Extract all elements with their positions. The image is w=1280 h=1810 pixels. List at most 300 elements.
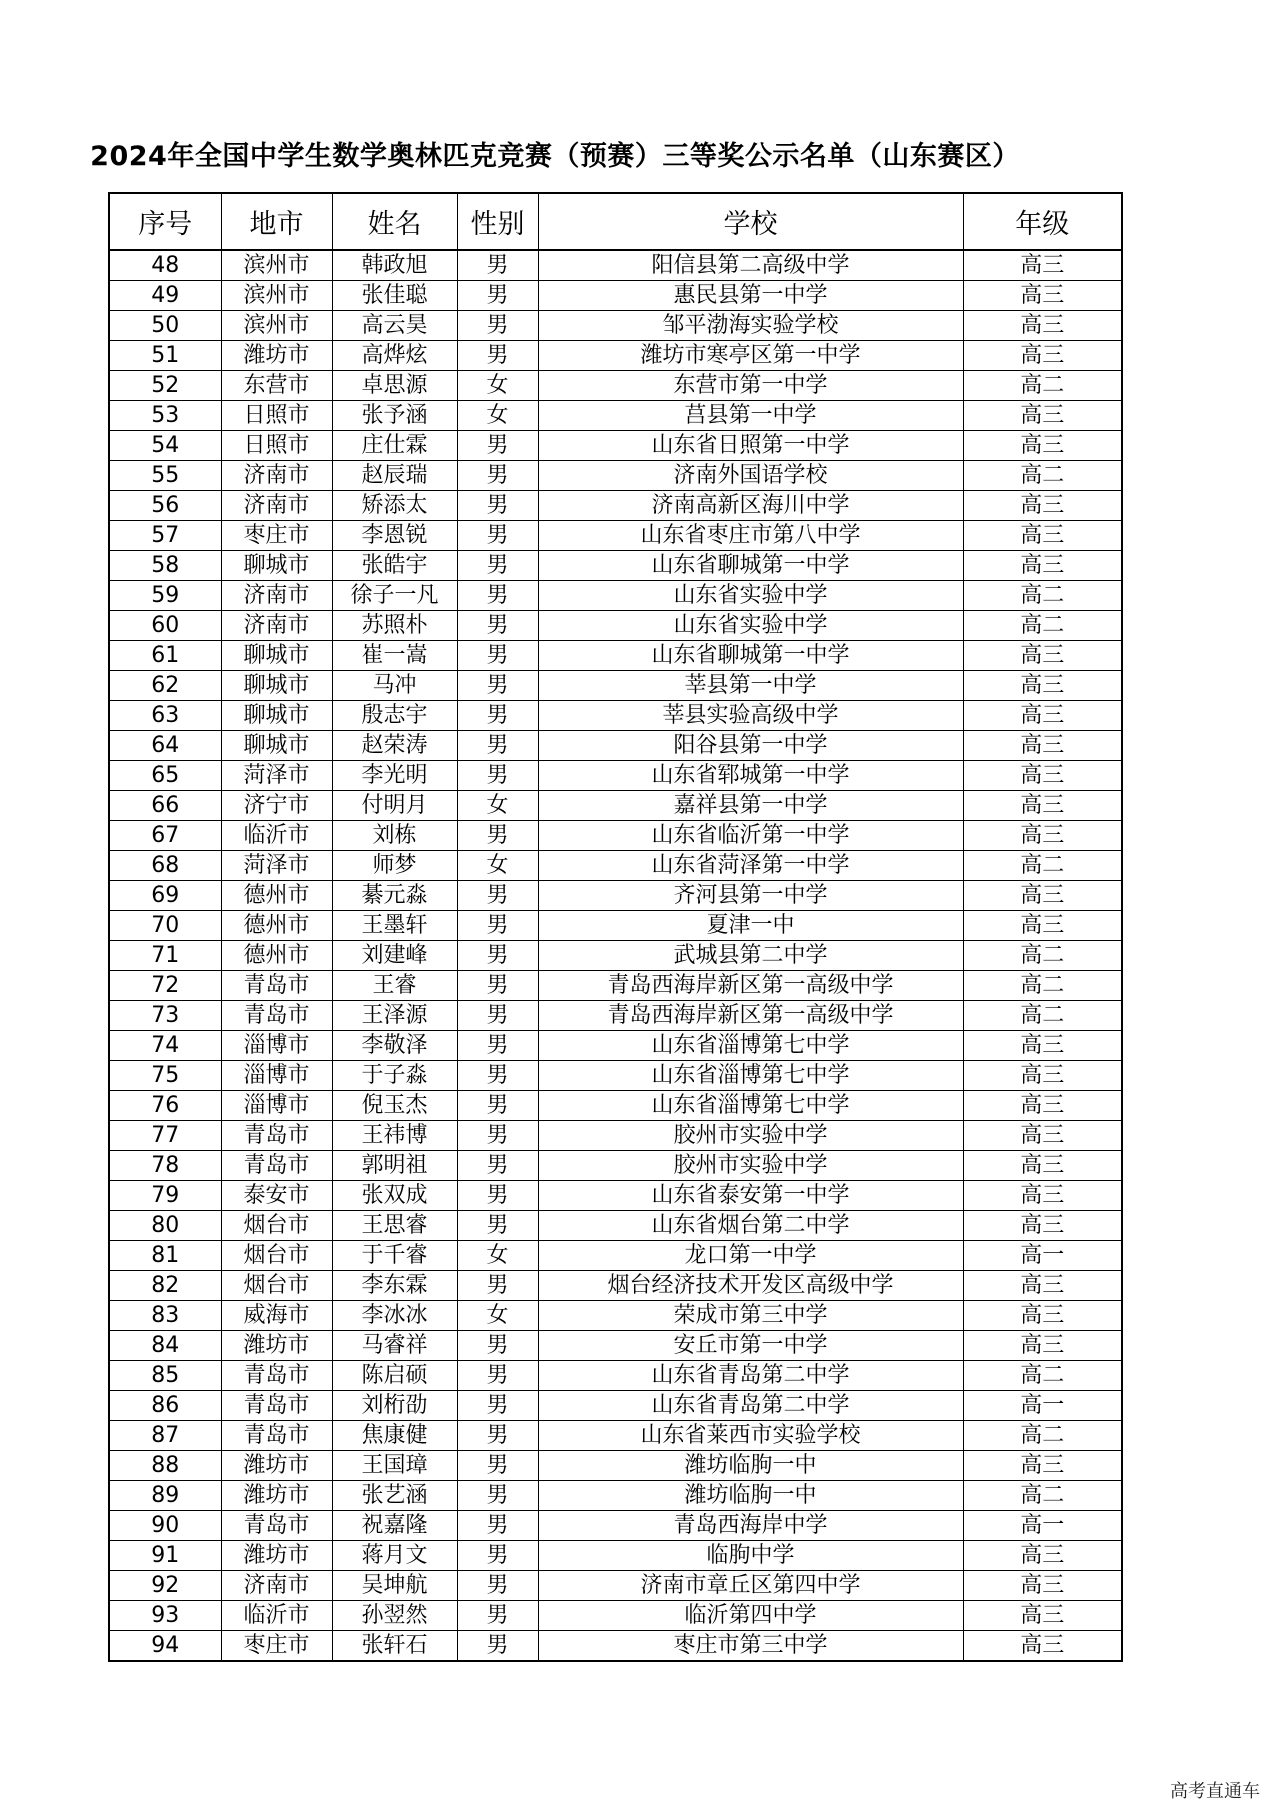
cell-grade: 高二 <box>963 851 1122 881</box>
cell-name: 刘桁劭 <box>332 1391 457 1421</box>
table-row <box>109 611 1122 641</box>
cell-gender: 男 <box>457 1481 538 1511</box>
cell-school: 山东省菏泽第一中学 <box>538 851 963 881</box>
cell-gender: 男 <box>457 551 538 581</box>
cell-school: 山东省青岛第二中学 <box>538 1361 963 1391</box>
cell-index: 84 <box>109 1331 221 1361</box>
cell-grade: 高二 <box>963 1361 1122 1391</box>
cell-grade: 高三 <box>963 1631 1122 1662</box>
cell-city: 烟台市 <box>221 1271 332 1301</box>
cell-grade: 高一 <box>963 1241 1122 1271</box>
cell-index: 48 <box>109 250 221 281</box>
cell-grade: 高三 <box>963 491 1122 521</box>
cell-school: 山东省日照第一中学 <box>538 431 963 461</box>
cell-city: 枣庄市 <box>221 1631 332 1662</box>
table-row <box>109 1571 1122 1601</box>
cell-name: 郭明祖 <box>332 1151 457 1181</box>
cell-school: 阳谷县第一中学 <box>538 731 963 761</box>
cell-index: 89 <box>109 1481 221 1511</box>
cell-name: 韩政旭 <box>332 250 457 281</box>
cell-city: 聊城市 <box>221 731 332 761</box>
cell-gender: 男 <box>457 1211 538 1241</box>
cell-gender: 男 <box>457 1451 538 1481</box>
cell-index: 50 <box>109 311 221 341</box>
cell-school: 莘县第一中学 <box>538 671 963 701</box>
cell-school: 烟台经济技术开发区高级中学 <box>538 1271 963 1301</box>
header-school: 学校 <box>538 193 963 250</box>
cell-grade: 高三 <box>963 671 1122 701</box>
cell-school: 山东省实验中学 <box>538 581 963 611</box>
table-row <box>109 821 1122 851</box>
cell-gender: 男 <box>457 491 538 521</box>
cell-name: 王思睿 <box>332 1211 457 1241</box>
table-row <box>109 1391 1122 1421</box>
table-row <box>109 1241 1122 1271</box>
cell-grade: 高三 <box>963 1091 1122 1121</box>
cell-school: 青岛西海岸新区第一高级中学 <box>538 971 963 1001</box>
cell-school: 山东省青岛第二中学 <box>538 1391 963 1421</box>
cell-city: 德州市 <box>221 911 332 941</box>
cell-index: 78 <box>109 1151 221 1181</box>
cell-school: 山东省枣庄市第八中学 <box>538 521 963 551</box>
cell-grade: 高三 <box>963 1271 1122 1301</box>
table-row <box>109 491 1122 521</box>
cell-index: 56 <box>109 491 221 521</box>
cell-name: 孙翌然 <box>332 1601 457 1631</box>
cell-school: 山东省淄博第七中学 <box>538 1091 963 1121</box>
table-row <box>109 941 1122 971</box>
cell-school: 青岛西海岸新区第一高级中学 <box>538 1001 963 1031</box>
cell-name: 苏照朴 <box>332 611 457 641</box>
cell-index: 62 <box>109 671 221 701</box>
cell-grade: 高三 <box>963 281 1122 311</box>
cell-index: 92 <box>109 1571 221 1601</box>
cell-school: 山东省莱西市实验学校 <box>538 1421 963 1451</box>
cell-school: 山东省郓城第一中学 <box>538 761 963 791</box>
cell-gender: 男 <box>457 311 538 341</box>
cell-name: 庄仕霖 <box>332 431 457 461</box>
cell-gender: 男 <box>457 1271 538 1301</box>
cell-index: 67 <box>109 821 221 851</box>
cell-grade: 高三 <box>963 250 1122 281</box>
cell-name: 赵荣涛 <box>332 731 457 761</box>
cell-city: 潍坊市 <box>221 341 332 371</box>
table-row <box>109 1301 1122 1331</box>
cell-gender: 男 <box>457 1601 538 1631</box>
cell-index: 60 <box>109 611 221 641</box>
cell-school: 临朐中学 <box>538 1541 963 1571</box>
cell-gender: 男 <box>457 1331 538 1361</box>
cell-index: 51 <box>109 341 221 371</box>
cell-index: 73 <box>109 1001 221 1031</box>
cell-index: 83 <box>109 1301 221 1331</box>
cell-school: 莒县第一中学 <box>538 401 963 431</box>
cell-school: 阳信县第二高级中学 <box>538 250 963 281</box>
cell-grade: 高一 <box>963 1511 1122 1541</box>
cell-index: 74 <box>109 1031 221 1061</box>
table-row <box>109 1121 1122 1151</box>
cell-grade: 高三 <box>963 1061 1122 1091</box>
cell-name: 刘建峰 <box>332 941 457 971</box>
cell-name: 王泽源 <box>332 1001 457 1031</box>
table-row <box>109 1091 1122 1121</box>
cell-gender: 男 <box>457 1541 538 1571</box>
cell-city: 日照市 <box>221 431 332 461</box>
cell-city: 德州市 <box>221 941 332 971</box>
cell-school: 青岛西海岸中学 <box>538 1511 963 1541</box>
cell-index: 57 <box>109 521 221 551</box>
cell-grade: 高三 <box>963 911 1122 941</box>
cell-school: 山东省淄博第七中学 <box>538 1031 963 1061</box>
cell-name: 殷志宇 <box>332 701 457 731</box>
cell-gender: 男 <box>457 701 538 731</box>
cell-index: 75 <box>109 1061 221 1091</box>
cell-school: 潍坊临朐一中 <box>538 1451 963 1481</box>
table-row <box>109 1631 1122 1662</box>
cell-city: 临沂市 <box>221 821 332 851</box>
cell-grade: 高三 <box>963 341 1122 371</box>
cell-grade: 高三 <box>963 1571 1122 1601</box>
cell-school: 山东省聊城第一中学 <box>538 551 963 581</box>
cell-index: 79 <box>109 1181 221 1211</box>
cell-index: 76 <box>109 1091 221 1121</box>
cell-gender: 男 <box>457 641 538 671</box>
cell-index: 53 <box>109 401 221 431</box>
cell-school: 东营市第一中学 <box>538 371 963 401</box>
cell-name: 张艺涵 <box>332 1481 457 1511</box>
cell-gender: 男 <box>457 761 538 791</box>
cell-name: 矫添太 <box>332 491 457 521</box>
table-row <box>109 791 1122 821</box>
cell-grade: 高三 <box>963 1451 1122 1481</box>
cell-gender: 男 <box>457 1151 538 1181</box>
table-row <box>109 671 1122 701</box>
cell-grade: 高三 <box>963 791 1122 821</box>
cell-index: 58 <box>109 551 221 581</box>
cell-gender: 女 <box>457 851 538 881</box>
cell-gender: 男 <box>457 1391 538 1421</box>
cell-city: 菏泽市 <box>221 761 332 791</box>
cell-city: 枣庄市 <box>221 521 332 551</box>
table-row <box>109 761 1122 791</box>
cell-gender: 男 <box>457 671 538 701</box>
cell-city: 滨州市 <box>221 281 332 311</box>
cell-gender: 男 <box>457 941 538 971</box>
cell-gender: 男 <box>457 1031 538 1061</box>
table-row <box>109 1421 1122 1451</box>
cell-grade: 高三 <box>963 641 1122 671</box>
cell-school: 武城县第二中学 <box>538 941 963 971</box>
cell-city: 聊城市 <box>221 551 332 581</box>
cell-gender: 男 <box>457 250 538 281</box>
cell-index: 59 <box>109 581 221 611</box>
cell-name: 赵辰瑞 <box>332 461 457 491</box>
cell-name: 綦元淼 <box>332 881 457 911</box>
cell-name: 张皓宇 <box>332 551 457 581</box>
cell-index: 64 <box>109 731 221 761</box>
table-row <box>109 1511 1122 1541</box>
cell-gender: 男 <box>457 1421 538 1451</box>
cell-school: 山东省泰安第一中学 <box>538 1181 963 1211</box>
award-table <box>108 192 1123 1662</box>
cell-name: 于千睿 <box>332 1241 457 1271</box>
table-row <box>109 701 1122 731</box>
cell-gender: 男 <box>457 1571 538 1601</box>
table-row <box>109 250 1122 281</box>
cell-school: 枣庄市第三中学 <box>538 1631 963 1662</box>
table-row <box>109 1271 1122 1301</box>
cell-school: 惠民县第一中学 <box>538 281 963 311</box>
cell-city: 济宁市 <box>221 791 332 821</box>
cell-gender: 女 <box>457 371 538 401</box>
cell-city: 聊城市 <box>221 671 332 701</box>
cell-grade: 高三 <box>963 821 1122 851</box>
cell-grade: 高二 <box>963 371 1122 401</box>
cell-school: 安丘市第一中学 <box>538 1331 963 1361</box>
cell-city: 青岛市 <box>221 1151 332 1181</box>
cell-grade: 高三 <box>963 1601 1122 1631</box>
cell-gender: 男 <box>457 911 538 941</box>
cell-index: 49 <box>109 281 221 311</box>
table-row <box>109 1151 1122 1181</box>
cell-gender: 男 <box>457 1631 538 1662</box>
cell-name: 张双成 <box>332 1181 457 1211</box>
cell-grade: 高三 <box>963 551 1122 581</box>
table-row <box>109 1451 1122 1481</box>
table-row <box>109 1481 1122 1511</box>
cell-city: 烟台市 <box>221 1211 332 1241</box>
table-row <box>109 1181 1122 1211</box>
cell-gender: 女 <box>457 1241 538 1271</box>
cell-grade: 高三 <box>963 1181 1122 1211</box>
cell-school: 济南外国语学校 <box>538 461 963 491</box>
cell-grade: 高二 <box>963 971 1122 1001</box>
cell-gender: 男 <box>457 1121 538 1151</box>
cell-gender: 女 <box>457 1301 538 1331</box>
cell-city: 威海市 <box>221 1301 332 1331</box>
cell-name: 徐子一凡 <box>332 581 457 611</box>
cell-name: 付明月 <box>332 791 457 821</box>
cell-grade: 高二 <box>963 1001 1122 1031</box>
cell-gender: 男 <box>457 611 538 641</box>
cell-school: 临沂第四中学 <box>538 1601 963 1631</box>
cell-school: 潍坊市寒亭区第一中学 <box>538 341 963 371</box>
cell-city: 青岛市 <box>221 1511 332 1541</box>
cell-name: 李敬泽 <box>332 1031 457 1061</box>
cell-school: 莘县实验高级中学 <box>538 701 963 731</box>
cell-school: 山东省实验中学 <box>538 611 963 641</box>
cell-name: 吴坤航 <box>332 1571 457 1601</box>
cell-name: 蒋月文 <box>332 1541 457 1571</box>
cell-gender: 男 <box>457 521 538 551</box>
table-row <box>109 371 1122 401</box>
cell-city: 潍坊市 <box>221 1541 332 1571</box>
cell-grade: 高三 <box>963 431 1122 461</box>
cell-name: 焦康健 <box>332 1421 457 1451</box>
cell-school: 山东省临沂第一中学 <box>538 821 963 851</box>
cell-grade: 高二 <box>963 581 1122 611</box>
cell-city: 青岛市 <box>221 1361 332 1391</box>
table-row <box>109 311 1122 341</box>
cell-index: 52 <box>109 371 221 401</box>
cell-name: 祝嘉隆 <box>332 1511 457 1541</box>
cell-index: 86 <box>109 1391 221 1421</box>
cell-grade: 高三 <box>963 731 1122 761</box>
cell-name: 张予涵 <box>332 401 457 431</box>
cell-school: 济南高新区海川中学 <box>538 491 963 521</box>
cell-index: 90 <box>109 1511 221 1541</box>
cell-grade: 高三 <box>963 761 1122 791</box>
table-row <box>109 1211 1122 1241</box>
cell-grade: 高一 <box>963 1391 1122 1421</box>
cell-gender: 女 <box>457 401 538 431</box>
cell-gender: 男 <box>457 1091 538 1121</box>
cell-gender: 男 <box>457 431 538 461</box>
page-title: 2024年全国中学生数学奥林匹克竞赛（预赛）三等奖公示名单（山东赛区） <box>90 141 1020 172</box>
table-body <box>109 250 1122 1661</box>
table-row <box>109 551 1122 581</box>
table-row <box>109 461 1122 491</box>
cell-city: 青岛市 <box>221 971 332 1001</box>
cell-school: 潍坊临朐一中 <box>538 1481 963 1511</box>
cell-gender: 男 <box>457 881 538 911</box>
cell-grade: 高三 <box>963 881 1122 911</box>
cell-city: 菏泽市 <box>221 851 332 881</box>
header-name: 姓名 <box>332 193 457 250</box>
table-row <box>109 1361 1122 1391</box>
cell-index: 87 <box>109 1421 221 1451</box>
cell-name: 张佳聪 <box>332 281 457 311</box>
cell-gender: 男 <box>457 1001 538 1031</box>
cell-city: 济南市 <box>221 581 332 611</box>
header-city: 地市 <box>221 193 332 250</box>
table-row <box>109 731 1122 761</box>
cell-name: 李冰冰 <box>332 1301 457 1331</box>
cell-index: 85 <box>109 1361 221 1391</box>
table-row <box>109 1031 1122 1061</box>
cell-grade: 高三 <box>963 1151 1122 1181</box>
cell-name: 陈启硕 <box>332 1361 457 1391</box>
cell-gender: 男 <box>457 971 538 1001</box>
cell-name: 王祎博 <box>332 1121 457 1151</box>
cell-city: 德州市 <box>221 881 332 911</box>
cell-name: 王墨轩 <box>332 911 457 941</box>
table-row <box>109 881 1122 911</box>
cell-name: 马睿祥 <box>332 1331 457 1361</box>
cell-grade: 高二 <box>963 461 1122 491</box>
cell-gender: 男 <box>457 1181 538 1211</box>
cell-name: 高云昊 <box>332 311 457 341</box>
cell-gender: 男 <box>457 1511 538 1541</box>
cell-city: 滨州市 <box>221 250 332 281</box>
cell-grade: 高二 <box>963 941 1122 971</box>
cell-city: 青岛市 <box>221 1121 332 1151</box>
cell-grade: 高三 <box>963 701 1122 731</box>
cell-city: 济南市 <box>221 461 332 491</box>
cell-index: 63 <box>109 701 221 731</box>
cell-school: 嘉祥县第一中学 <box>538 791 963 821</box>
table-row <box>109 281 1122 311</box>
cell-grade: 高三 <box>963 1121 1122 1151</box>
table-row <box>109 521 1122 551</box>
cell-school: 龙口第一中学 <box>538 1241 963 1271</box>
cell-name: 刘栋 <box>332 821 457 851</box>
cell-city: 聊城市 <box>221 701 332 731</box>
cell-name: 崔一嵩 <box>332 641 457 671</box>
cell-school: 胶州市实验中学 <box>538 1151 963 1181</box>
cell-city: 滨州市 <box>221 311 332 341</box>
cell-school: 荣成市第三中学 <box>538 1301 963 1331</box>
table-row <box>109 401 1122 431</box>
cell-city: 济南市 <box>221 1571 332 1601</box>
table-row <box>109 911 1122 941</box>
cell-grade: 高二 <box>963 1481 1122 1511</box>
cell-city: 青岛市 <box>221 1421 332 1451</box>
cell-school: 齐河县第一中学 <box>538 881 963 911</box>
table-row <box>109 581 1122 611</box>
cell-index: 77 <box>109 1121 221 1151</box>
table-row <box>109 1601 1122 1631</box>
table-row <box>109 341 1122 371</box>
header-grade: 年级 <box>963 193 1122 250</box>
cell-school: 山东省聊城第一中学 <box>538 641 963 671</box>
cell-city: 潍坊市 <box>221 1331 332 1361</box>
cell-school: 胶州市实验中学 <box>538 1121 963 1151</box>
cell-index: 71 <box>109 941 221 971</box>
cell-gender: 男 <box>457 1361 538 1391</box>
cell-city: 淄博市 <box>221 1061 332 1091</box>
cell-grade: 高三 <box>963 1211 1122 1241</box>
cell-gender: 男 <box>457 581 538 611</box>
cell-gender: 女 <box>457 791 538 821</box>
cell-name: 李东霖 <box>332 1271 457 1301</box>
cell-school: 山东省烟台第二中学 <box>538 1211 963 1241</box>
cell-index: 69 <box>109 881 221 911</box>
cell-index: 82 <box>109 1271 221 1301</box>
cell-name: 王睿 <box>332 971 457 1001</box>
cell-city: 临沂市 <box>221 1601 332 1631</box>
cell-city: 青岛市 <box>221 1001 332 1031</box>
cell-index: 66 <box>109 791 221 821</box>
cell-city: 烟台市 <box>221 1241 332 1271</box>
cell-city: 潍坊市 <box>221 1451 332 1481</box>
cell-city: 泰安市 <box>221 1181 332 1211</box>
cell-school: 山东省淄博第七中学 <box>538 1061 963 1091</box>
watermark: 高考直通车 <box>1170 1781 1260 1802</box>
header-index: 序号 <box>109 193 221 250</box>
cell-grade: 高三 <box>963 1031 1122 1061</box>
table-row <box>109 1001 1122 1031</box>
cell-grade: 高三 <box>963 311 1122 341</box>
cell-name: 李恩锐 <box>332 521 457 551</box>
cell-city: 淄博市 <box>221 1091 332 1121</box>
header-gender: 性别 <box>457 193 538 250</box>
cell-school: 济南市章丘区第四中学 <box>538 1571 963 1601</box>
cell-city: 潍坊市 <box>221 1481 332 1511</box>
cell-name: 王国璋 <box>332 1451 457 1481</box>
cell-grade: 高三 <box>963 401 1122 431</box>
cell-name: 师梦 <box>332 851 457 881</box>
table-row <box>109 851 1122 881</box>
cell-name: 高烨炫 <box>332 341 457 371</box>
cell-index: 54 <box>109 431 221 461</box>
cell-grade: 高三 <box>963 521 1122 551</box>
table-header-row <box>109 193 1122 250</box>
cell-index: 94 <box>109 1631 221 1662</box>
cell-name: 倪玉杰 <box>332 1091 457 1121</box>
cell-index: 91 <box>109 1541 221 1571</box>
cell-city: 东营市 <box>221 371 332 401</box>
